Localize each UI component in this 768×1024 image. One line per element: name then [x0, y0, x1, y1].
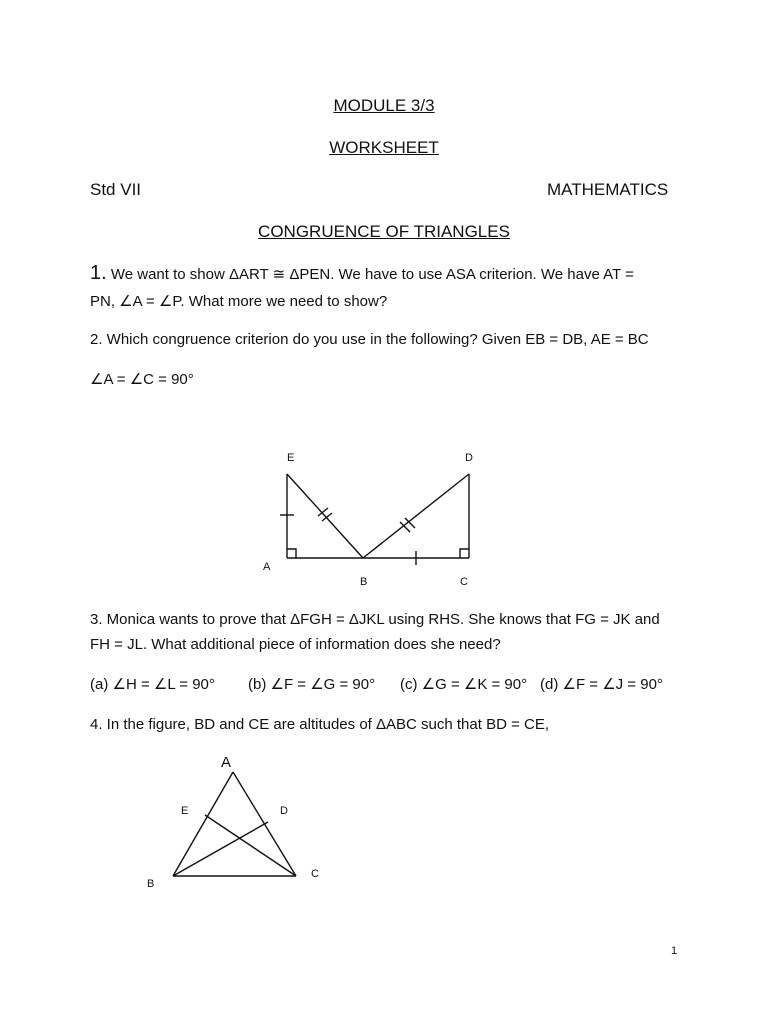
question-4-line-1: 4. In the figure, BD and CE are altitudes of ΔABC such that BD = CE,	[90, 716, 550, 733]
question-3-line-2: FH = JL. What additional piece of information does she need?	[90, 636, 501, 653]
vertex-label-e: E	[287, 452, 295, 464]
vertex-label-a: A	[221, 754, 232, 771]
vertex-label-b: B	[147, 878, 155, 890]
vertex-label-d: D	[465, 452, 473, 464]
altitude-ce	[205, 815, 296, 876]
vertex-label-c: C	[460, 576, 468, 588]
question-1-text: We want to show ΔART ≅ ΔPEN. We have to use ASA criterion. We have AT =	[110, 266, 634, 283]
option-b: (b) ∠F = ∠G = 90°	[248, 676, 376, 693]
option-a: (a) ∠H = ∠L = 90°	[90, 676, 215, 693]
standard-label: Std VII	[90, 180, 142, 199]
altitude-bd	[173, 822, 268, 876]
vertex-label-d: D	[280, 805, 288, 817]
question-2-line-1: 2. Which congruence criterion do you use in the following? Given EB = DB, AE = BC	[90, 331, 649, 348]
module-title: MODULE 3/3	[333, 96, 435, 115]
question-2-line-2: ∠A = ∠C = 90°	[90, 371, 194, 388]
topic-title: CONGRUENCE OF TRIANGLES	[258, 222, 510, 241]
vertex-label-a: A	[263, 561, 271, 573]
vertex-label-c: C	[311, 868, 319, 880]
worksheet-title: WORKSHEET	[329, 138, 439, 157]
vertex-label-e: E	[181, 805, 189, 817]
page-number: 1	[671, 945, 678, 957]
question-3-line-1: 3. Monica wants to prove that ΔFGH = ΔJKL using RHS. She knows that FG = JK and	[90, 611, 660, 628]
question-1-number: 1.	[90, 262, 107, 284]
side-ab	[173, 772, 233, 876]
vertex-label-b: B	[360, 576, 368, 588]
subject-label: MATHEMATICS	[547, 180, 669, 199]
option-c: (c) ∠G = ∠K = 90°	[400, 676, 528, 693]
question-1-line-2: PN, ∠A = ∠P. What more we need to show?	[90, 293, 388, 310]
option-d: (d) ∠F = ∠J = 90°	[540, 676, 663, 693]
